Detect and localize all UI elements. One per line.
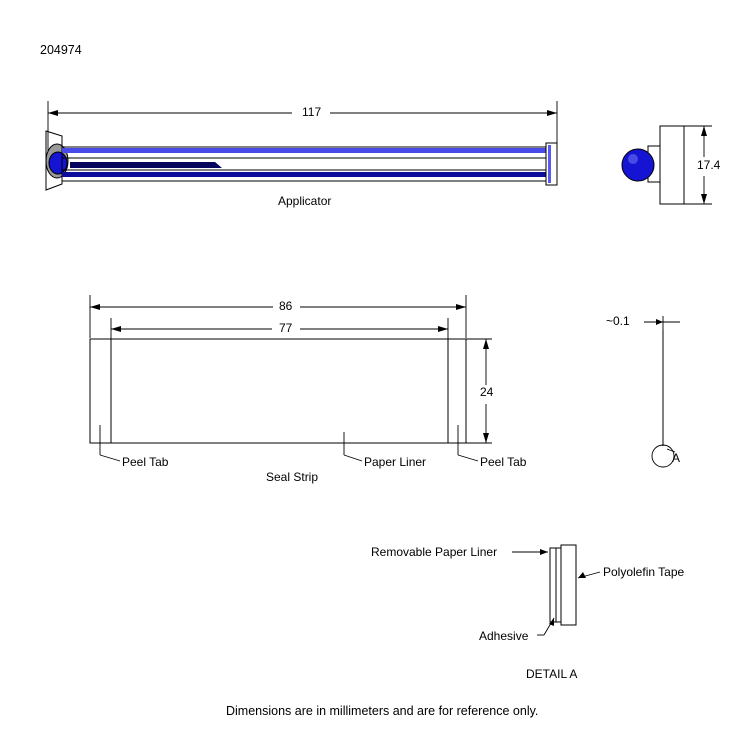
- seal-strip-inner-dimension: 77: [279, 321, 293, 335]
- paper-liner-label: Paper Liner: [364, 455, 427, 469]
- seal-strip-label: Seal Strip: [266, 470, 319, 484]
- peel-tab-left-label: Peel Tab: [122, 455, 169, 469]
- seal-strip-thickness-dimension: ~0.1: [606, 314, 630, 328]
- seal-strip-height-dimension: 24: [480, 385, 494, 399]
- adhesive-label: Adhesive: [479, 629, 529, 643]
- seal-strip-edge-view: [644, 316, 680, 467]
- seal-strip-view: [90, 295, 492, 461]
- polyolefin-tape-label: Polyolefin Tape: [603, 565, 685, 579]
- part-number: 204974: [40, 43, 82, 57]
- peel-tab-right-label: Peel Tab: [480, 455, 527, 469]
- removable-paper-liner-label: Removable Paper Liner: [371, 545, 498, 559]
- applicator-label: Applicator: [278, 194, 332, 208]
- footer-note: Dimensions are in millimeters and are for reference only.: [226, 704, 539, 718]
- detail-marker-a: A: [672, 451, 681, 465]
- applicator-length-dimension: 117: [302, 105, 322, 119]
- detail-a-view: [512, 545, 600, 635]
- applicator-end-view-dimension: 17.4: [697, 158, 721, 172]
- detail-a-title: DETAIL A: [526, 667, 578, 681]
- seal-strip-outer-dimension: 86: [279, 299, 293, 313]
